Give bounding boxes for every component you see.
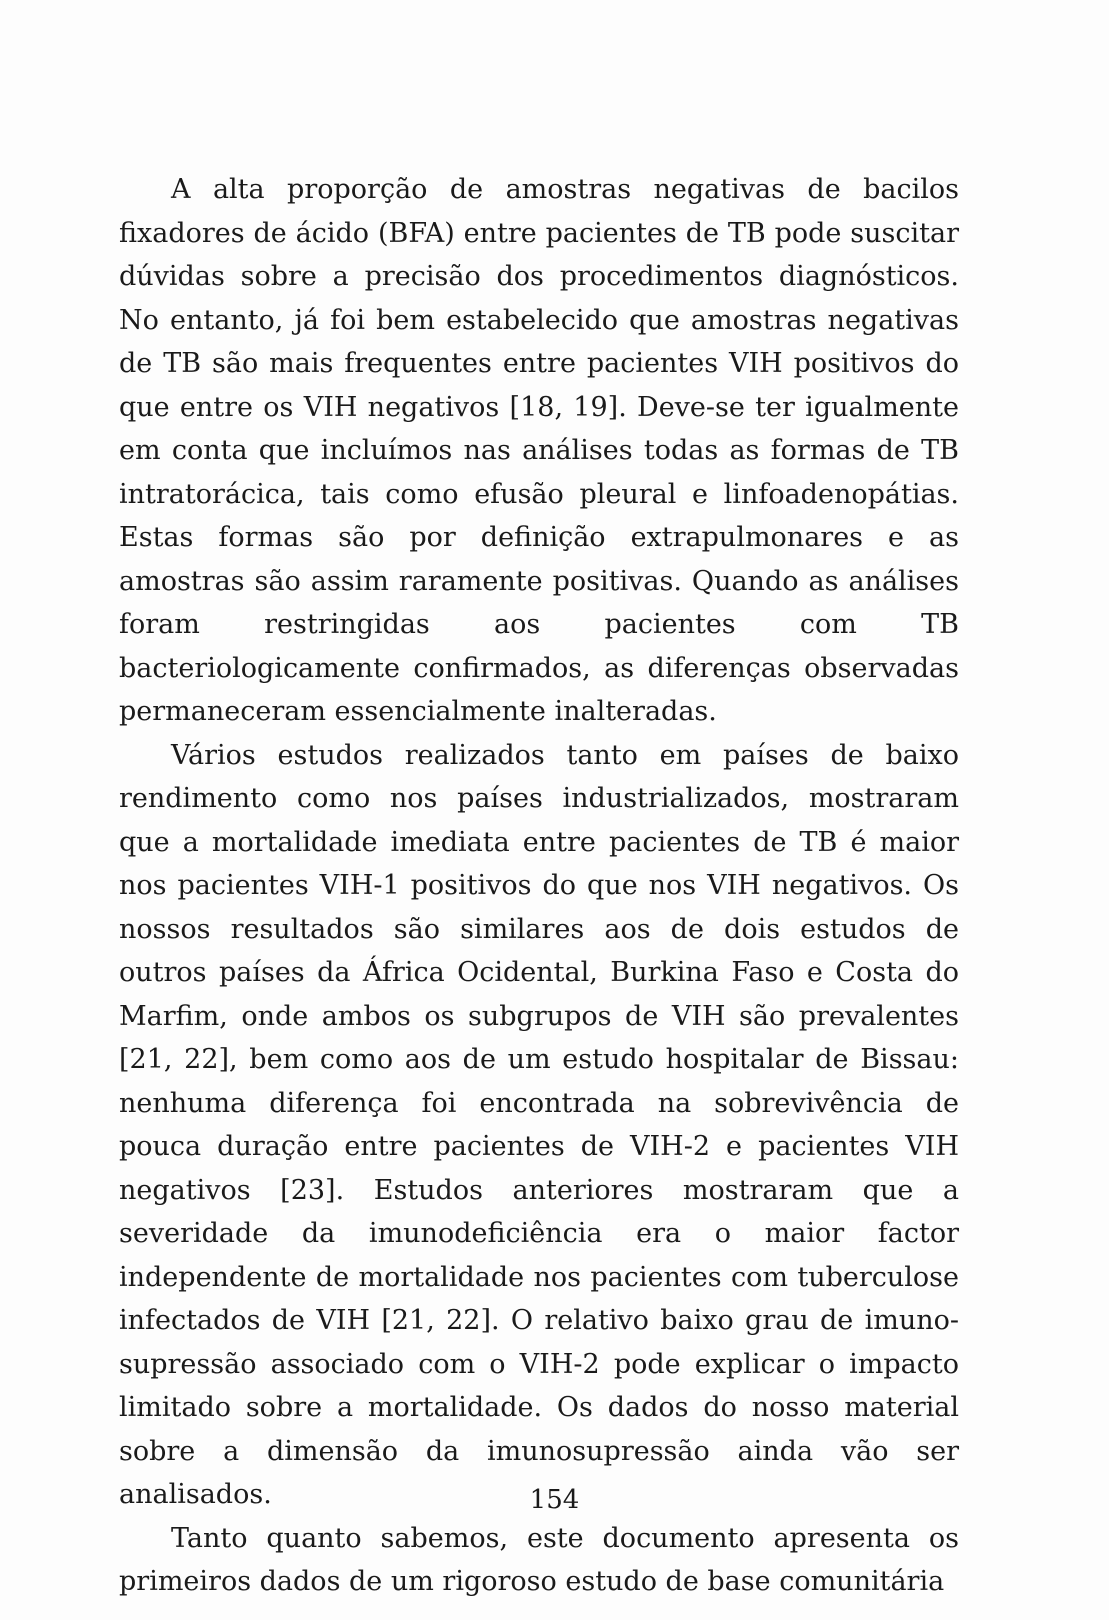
- page-number: 154: [529, 1485, 580, 1515]
- paragraph-mortality-studies: Vários estudos realizados tanto em países de baixo rendimento como nos países industrializados, mostraram que a mortalidade imediata entre pacientes de TB é maior nos pacientes VIH-1 positivos do que nos VIH negativos. Os nossos resultados são similares aos de dois estudos de outros países da África Ocidental, Burkina Faso e Costa do Marfim, onde ambos os subgrupos de VIH são prevalentes [21, 22], bem como aos de um estudo hospitalar de Bissau: nenhuma diferença foi encontrada na sobrevivência de pouca duração entre pacientes de VIH-2 e pacientes VIH negativos [23]. Estudos anteriores mostraram que a severidade da imunodeficiência era o maior factor independente de mortalidade nos pacientes com tuberculose infectados de VIH [21, 22]. O relativo baixo grau de imuno-supressão associado com o VIH-2 pode explicar o impacto limitado sobre a mortalidade. Os dados do nosso material sobre a dimensão da imunosupressão ainda vão ser analisados.: [119, 739, 959, 1510]
- body-text: [119, 168, 959, 1604]
- paragraph-community-study: Tanto quanto sabemos, este documento apresenta os primeiros dados de um rigoroso estudo de base comunitária: [119, 1522, 959, 1597]
- paragraph-diagnostic-accuracy: A alta proporção de amostras negativas de bacilos fixadores de ácido (BFA) entre pacientes de TB pode suscitar dúvidas sobre a precisão dos procedimentos diagnósticos. No entanto, já foi bem estabelecido que amostras negativas de TB são mais frequentes entre pacientes VIH positivos do que entre os VIH negativos [18, 19]. Deve-se ter igualmente em conta que incluímos nas análises todas as formas de TB intratorácica, tais como efusão pleural e linfoadenopátias. Estas formas são por definição extrapulmonares e as amostras são assim raramente positivas. Quando as análises foram restringidas aos pacientes com TB bacteriologicamente confirmados, as diferenças observadas permaneceram essencialmente inalteradas.: [119, 174, 959, 727]
